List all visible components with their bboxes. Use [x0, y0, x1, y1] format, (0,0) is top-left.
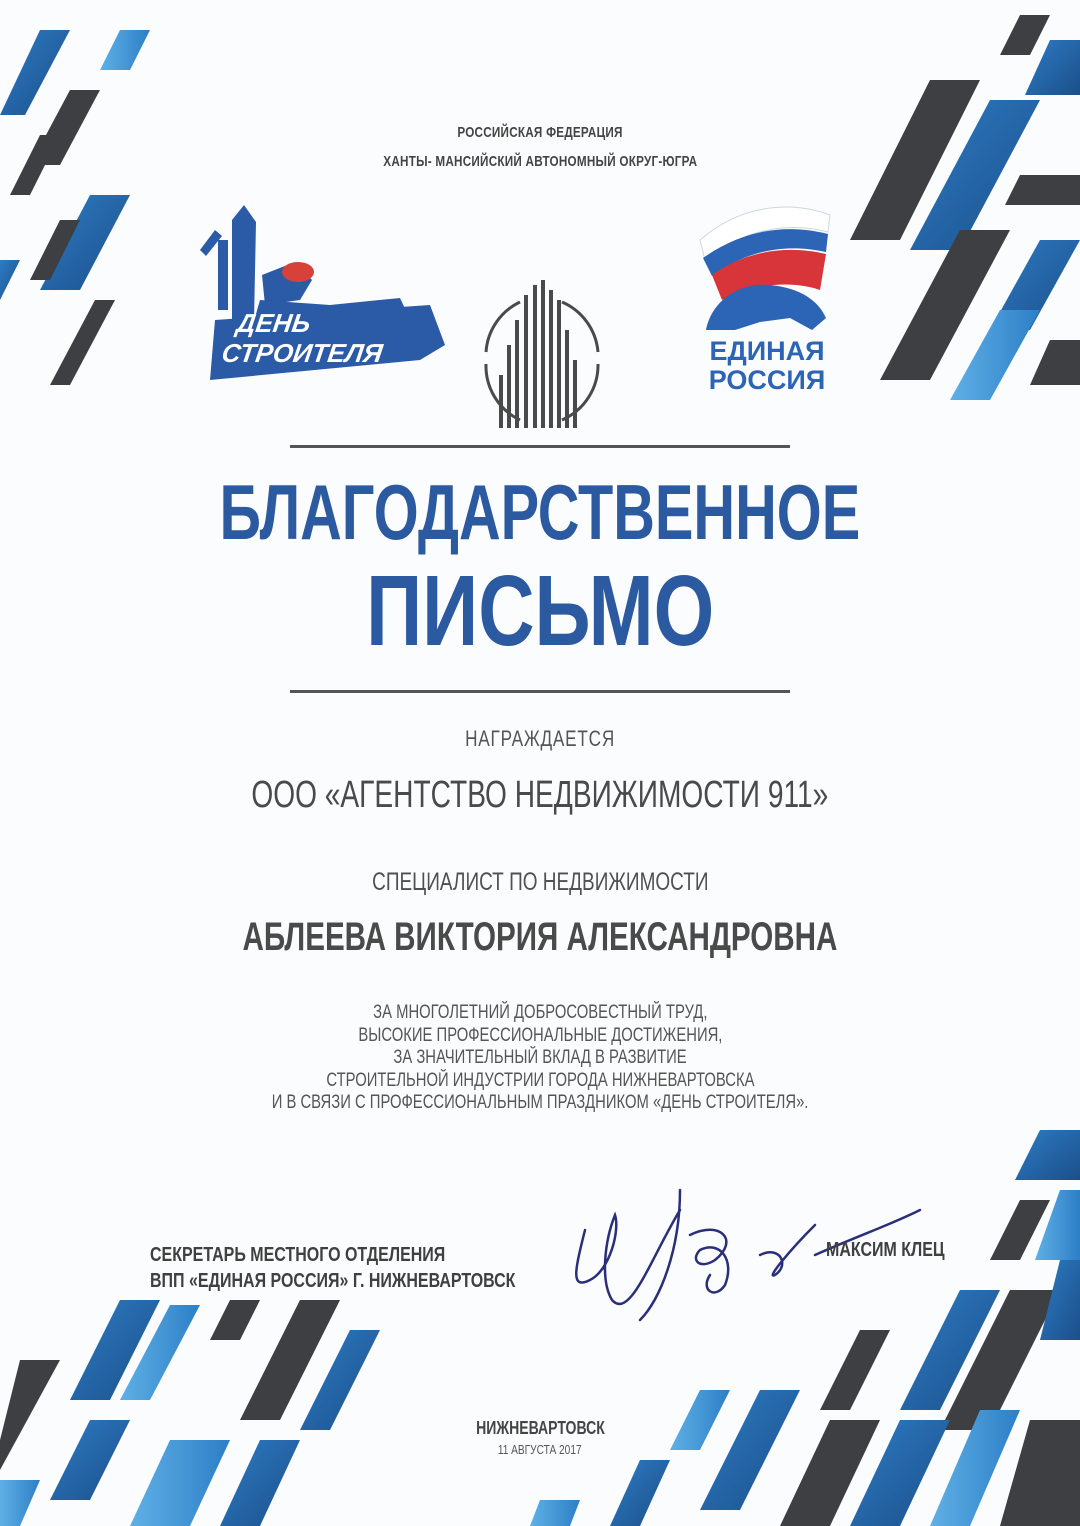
- header-region: ХАНТЫ- МАНСИЙСКИЙ АВТОНОМНЫЙ ОКРУГ-ЮГРА: [382, 153, 698, 170]
- organization-name: ООО «АГЕНТСТВО НЕДВИЖИМОСТИ 911»: [251, 774, 829, 816]
- stripes-bottom-left: [0, 1300, 380, 1526]
- bottom-divider: [290, 690, 790, 693]
- signatory-name: МАКСИМ КЛЕЦ: [826, 1239, 945, 1261]
- edinaya-rossiya-text: [692, 337, 842, 395]
- edinaya-rossiya-line2: РОССИЯ: [708, 365, 826, 395]
- edinaya-rossiya-logo: [700, 207, 830, 330]
- reason-line: ВЫСОКИЕ ПРОФЕССИОНАЛЬНЫЕ ДОСТИЖЕНИЯ,: [357, 1024, 723, 1046]
- city-emblem: [486, 280, 598, 428]
- stripes-top-left: [0, 30, 150, 385]
- title-line2: ПИСЬМО: [365, 555, 715, 667]
- signatory-title-line2: ВПП «ЕДИНАЯ РОССИЯ» Г. НИЖНЕВАРТОВСК: [150, 1270, 516, 1292]
- reason-line: ЗА ЗНАЧИТЕЛЬНЫЙ ВКЛАД В РАЗВИТИЕ: [393, 1047, 687, 1068]
- reason-line: ЗА МНОГОЛЕТНИЙ ДОБРОСОВЕСТНЫЙ ТРУД,: [372, 1002, 708, 1023]
- den-stroitelya-text-1: ДЕНЬ: [234, 308, 313, 338]
- reason-line: СТРОИТЕЛЬНОЙ ИНДУСТРИИ ГОРОДА НИЖНЕВАРТОВСКА: [325, 1069, 755, 1091]
- date: 11 АВГУСТА 2017: [498, 1442, 582, 1457]
- header-country: РОССИЙСКАЯ ФЕДЕРАЦИЯ: [457, 124, 623, 141]
- signatory-title: [150, 1242, 607, 1294]
- position-title: СПЕЦИАЛИСТ ПО НЕДВИЖИМОСТИ: [371, 868, 709, 896]
- title-line1: БЛАГОДАРСТВЕННОЕ: [219, 468, 861, 556]
- reason-line: И В СВЯЗИ С ПРОФЕССИОНАЛЬНЫМ ПРАЗДНИКОМ «ДЕНЬ СТРОИТЕЛЯ».: [271, 1092, 809, 1113]
- awarded-label: НАГРАЖДАЕТСЯ: [465, 726, 615, 751]
- stripes-top-right: [850, 15, 1080, 400]
- stripes-right-mid: [990, 1130, 1080, 1260]
- den-stroitelya-text-2: СТРОИТЕЛЯ: [219, 338, 385, 368]
- place: НИЖНЕВАРТОВСК: [475, 1418, 605, 1438]
- edinaya-rossiya-line1: ЕДИНАЯ: [709, 336, 825, 366]
- person-name: АБЛЕЕВА ВИКТОРИЯ АЛЕКСАНДРОВНА: [242, 915, 838, 959]
- award-reason: [0, 1002, 1080, 1115]
- signatory-title-line1: СЕКРЕТАРЬ МЕСТНОГО ОТДЕЛЕНИЯ: [150, 1244, 446, 1266]
- top-divider: [290, 445, 790, 448]
